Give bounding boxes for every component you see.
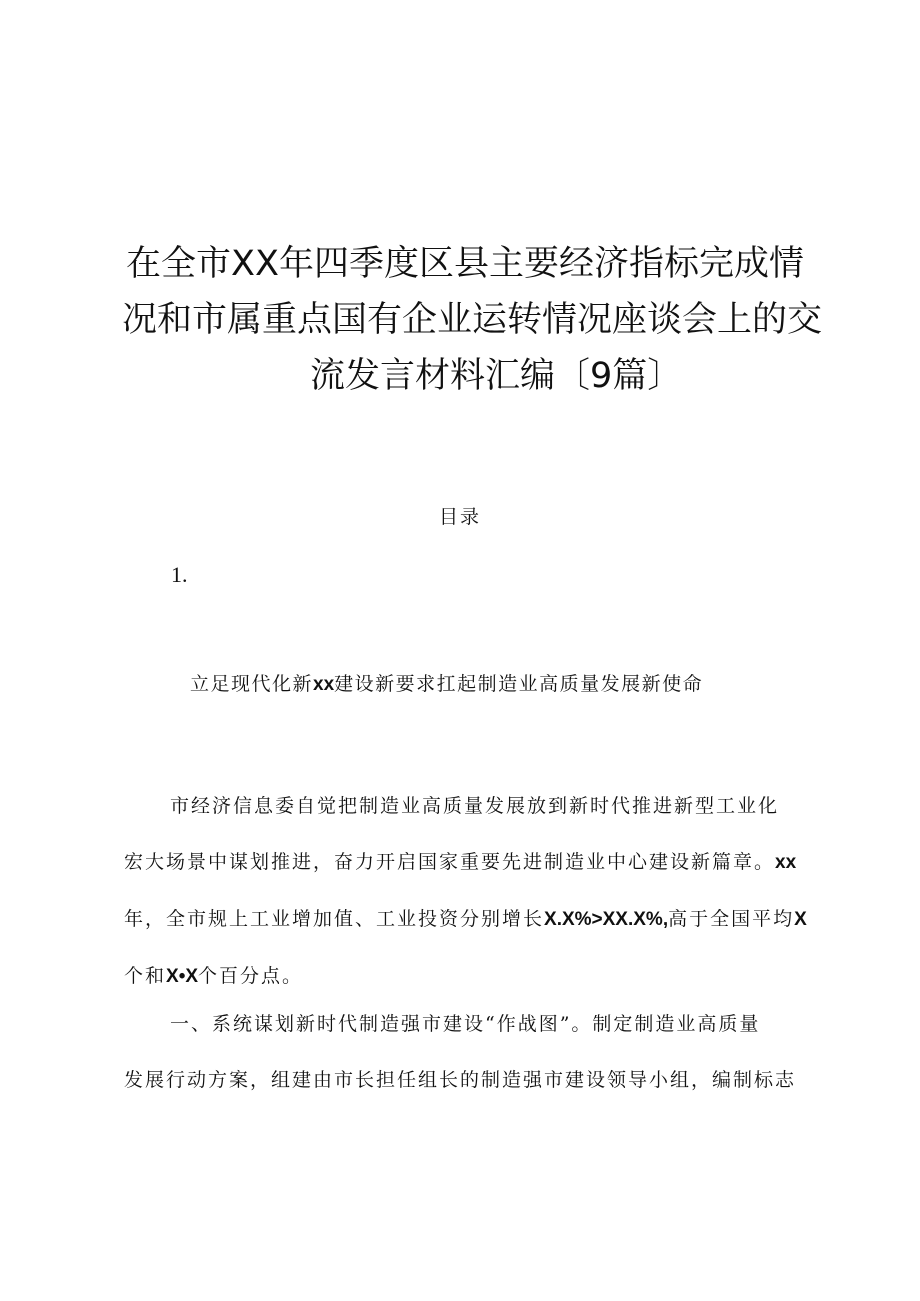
toc-heading: 目录 <box>438 506 481 528</box>
paragraph-1-line-3-b: 高于全国平均 <box>668 908 795 930</box>
paragraph-1-line-3 <box>124 891 814 948</box>
paragraph-1-line-1: 市经济信息委自觉把制造业高质量发展放到新时代推进新型工业化 <box>170 795 780 817</box>
paragraph-2-line-1: 一、系统谋划新时代制造强市建设“作战图”。制定制造业高质量 <box>170 1013 761 1035</box>
paragraph-2 <box>124 996 814 1108</box>
toc-item-title <box>190 669 703 696</box>
paragraph-1-line-2-text: 宏大场景中谋划推进，奋力开启国家重要先进制造业中心建设新篇章。 <box>124 851 776 873</box>
document-title <box>112 236 823 404</box>
paragraph-1-line-3-bold-1: X.X%>XX.X%, <box>544 909 669 930</box>
title-line-2: 况和市属重点国有企业运转情况座谈会上的交 <box>122 300 823 340</box>
paragraph-1-line-4-bold: X•X <box>166 966 199 987</box>
paragraph-1-line-4-b: 个百分点。 <box>198 965 304 987</box>
toc-item-title-suffix: 建设新要求扛起制造业高质量发展新使命 <box>334 673 704 695</box>
paragraph-1 <box>124 778 814 1005</box>
paragraph-2-line-2: 发展行动方案，组建由市长担任组长的制造强市建设领导小组，编制标志 <box>124 1069 797 1091</box>
paragraph-1-line-4-a: 个和 <box>124 965 167 987</box>
title-line-1: 在全市XX年四季度区县主要经济指标完成情 <box>126 244 804 284</box>
title-line-3: 流发言材料汇编〔9篇〕 <box>310 356 683 396</box>
toc-item-number: 1. <box>171 562 188 587</box>
paragraph-1-line-2-bold: xx <box>775 852 797 873</box>
paragraph-1-line-3-a: 年，全市规上工业增加值、工业投资分别增长 <box>124 908 545 930</box>
paragraph-1-line-3-bold-2: X <box>794 909 807 930</box>
toc-item-title-prefix: 立足现代化新 <box>190 673 314 695</box>
paragraph-1-line-2 <box>124 834 814 891</box>
toc-item-title-bold: xx <box>313 674 335 695</box>
